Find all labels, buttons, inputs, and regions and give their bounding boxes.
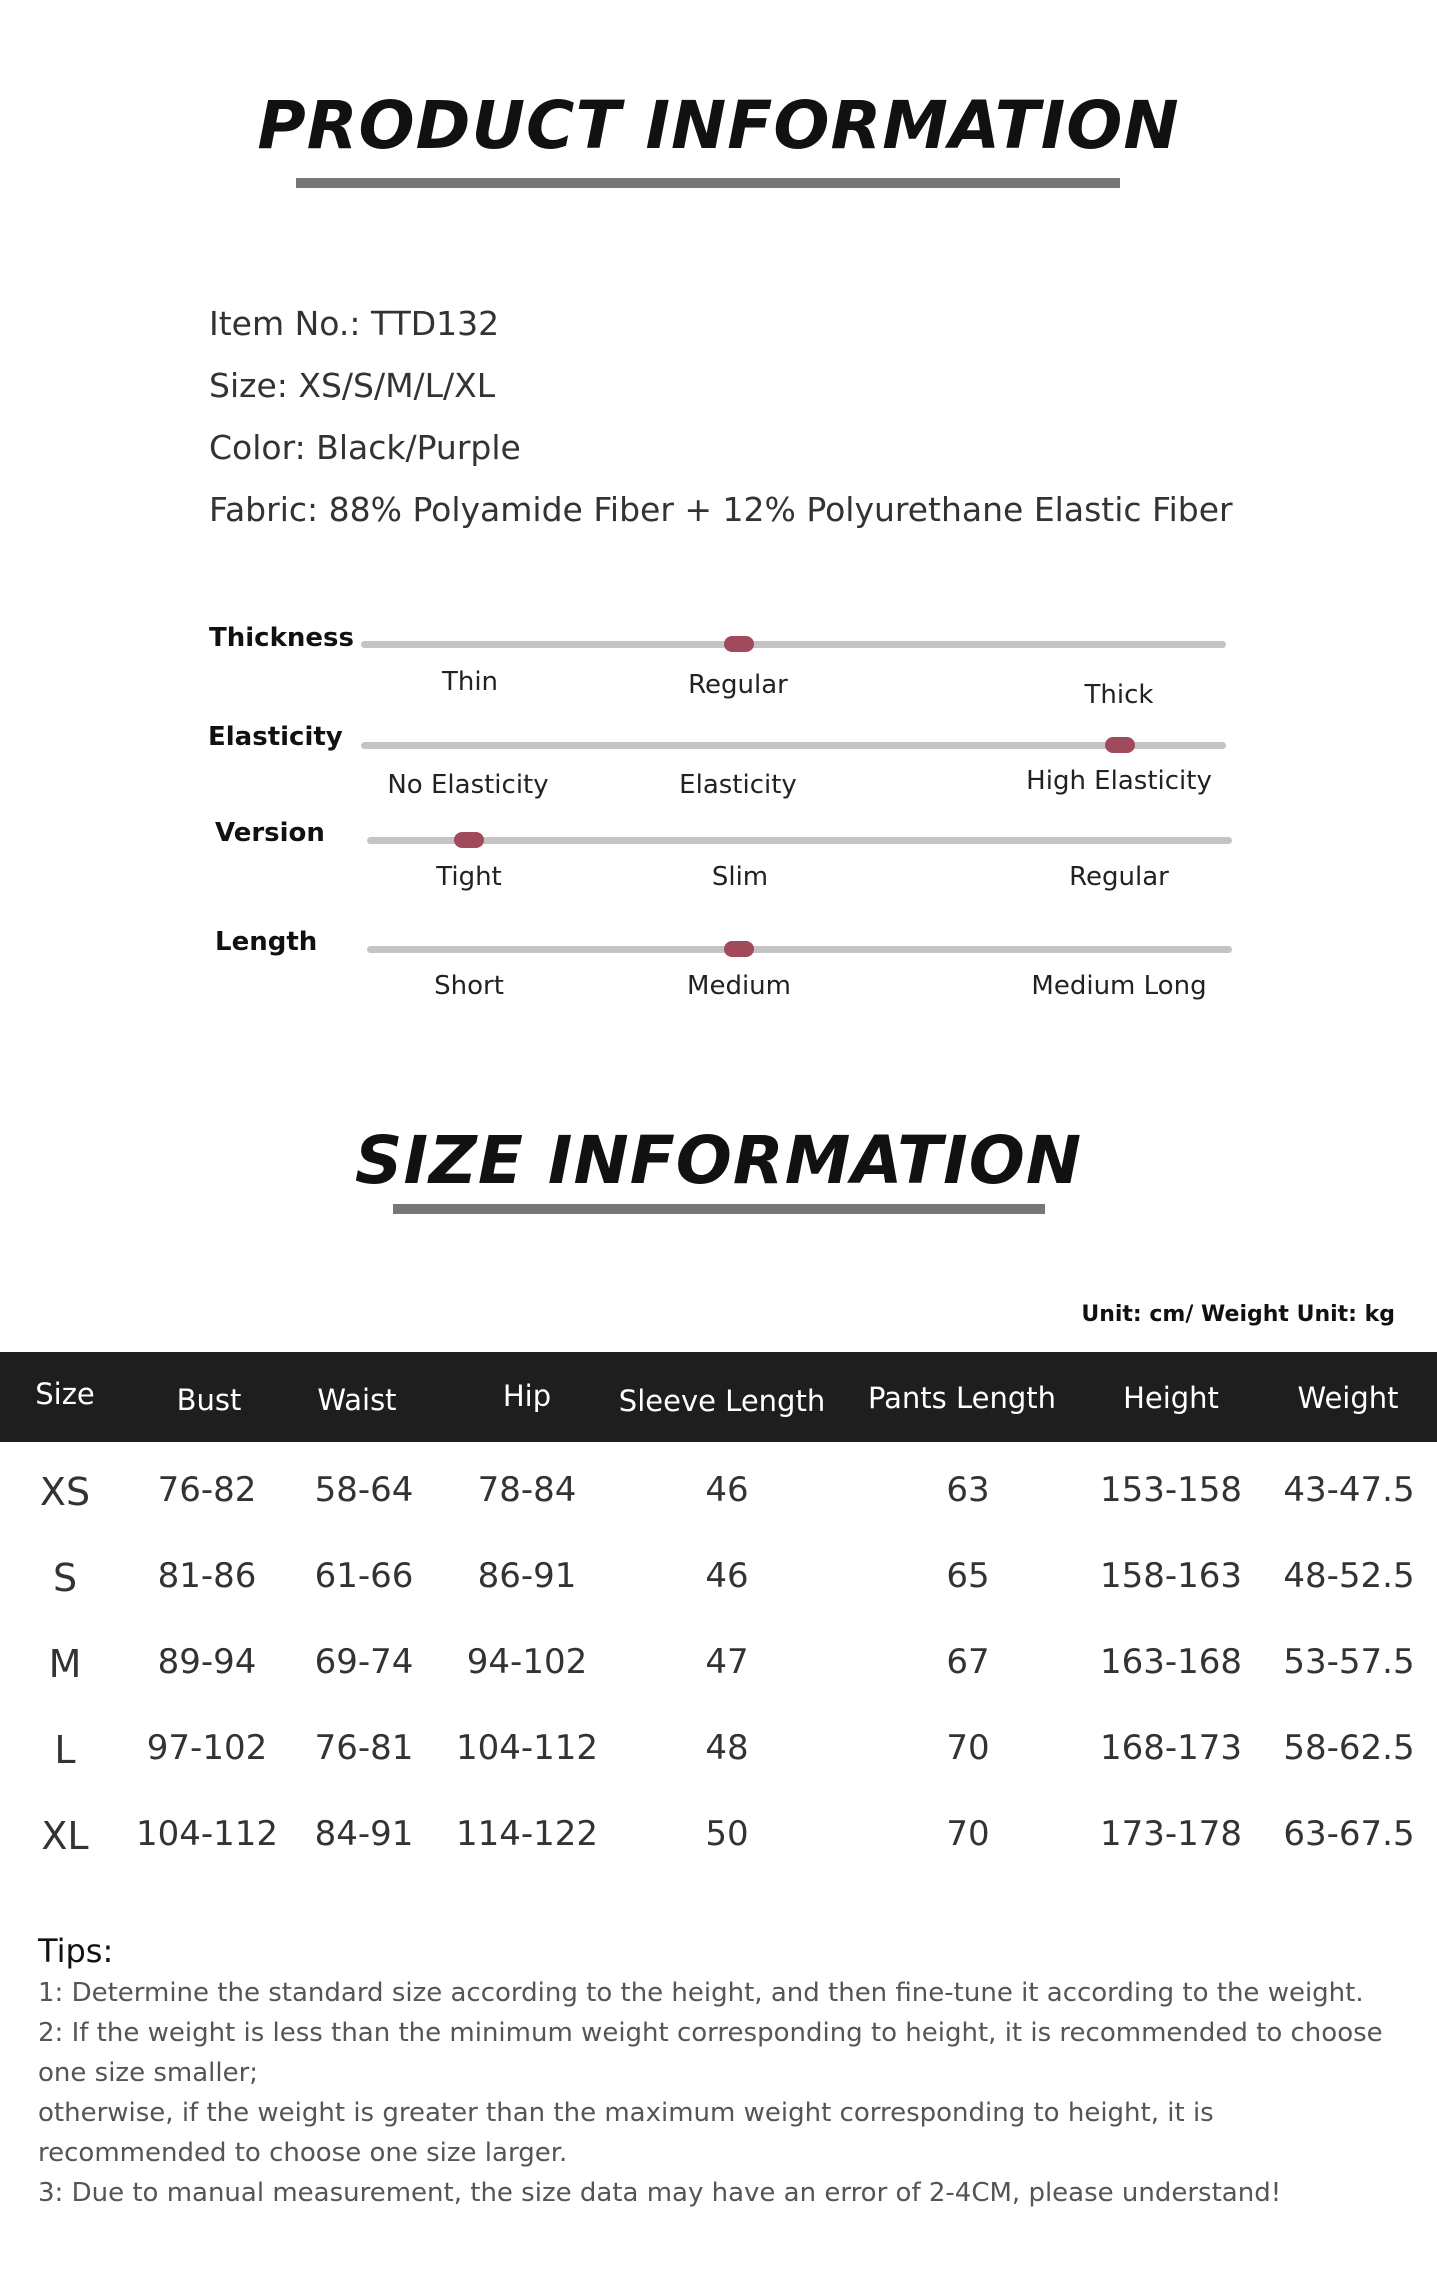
thickness-track (361, 641, 1226, 648)
cell-hip: 78-84 (477, 1470, 577, 1510)
tip-line-6: 3: Due to manual measurement, the size data may have an error of 2-4CM, please understand! (38, 2178, 1282, 2208)
cell-waist: 58-64 (314, 1470, 414, 1510)
fabric-composition: Fabric: 88% Polyamide Fiber + 12% Polyurethane Elastic Fiber (209, 490, 1233, 529)
column-header-sleeve-length: Sleeve Length (618, 1384, 826, 1418)
elasticity-track (361, 742, 1226, 749)
cell-waist: 69-74 (314, 1642, 414, 1682)
cell-bust: 81-86 (157, 1556, 257, 1596)
version-option-regular: Regular (1069, 862, 1169, 892)
elasticity-option-elasticity: Elasticity (679, 770, 797, 800)
size-list: Size: XS/S/M/L/XL (209, 366, 496, 405)
cell-sleeve-length: 47 (705, 1642, 749, 1682)
cell-hip: 94-102 (466, 1642, 588, 1682)
elasticity-option-none: No Elasticity (387, 770, 549, 800)
cell-bust: 104-112 (135, 1814, 279, 1854)
column-header-hip: Hip (502, 1379, 552, 1413)
length-option-medium-long: Medium Long (1031, 971, 1207, 1001)
item-number: Item No.: TTD132 (209, 304, 500, 343)
cell-pants-length: 65 (946, 1556, 990, 1596)
column-header-weight: Weight (1297, 1381, 1399, 1415)
cell-height: 173-178 (1099, 1814, 1243, 1854)
thickness-option-thick: Thick (1084, 680, 1154, 710)
product-info-underline (296, 178, 1120, 188)
unit-note: Unit: cm/ Weight Unit: kg (1081, 1302, 1395, 1327)
version-option-tight: Tight (436, 862, 502, 892)
cell-weight: 48-52.5 (1283, 1556, 1415, 1596)
cell-size: XL (41, 1814, 89, 1858)
color-list: Color: Black/Purple (209, 428, 521, 467)
thickness-option-thin: Thin (441, 667, 499, 697)
version-track (367, 837, 1232, 844)
tip-line-1: 1: Determine the standard size according to the height, and then fine-tune it according to the weight. (38, 1978, 1364, 2008)
size-info-heading: SIZE INFORMATION (354, 1122, 1083, 1199)
cell-waist: 61-66 (314, 1556, 414, 1596)
cell-sleeve-length: 46 (705, 1470, 749, 1510)
column-header-size: Size (35, 1377, 95, 1411)
cell-pants-length: 70 (946, 1814, 990, 1854)
length-option-medium: Medium (687, 971, 791, 1001)
version-label: Version (215, 818, 325, 848)
version-indicator (454, 832, 484, 848)
cell-weight: 53-57.5 (1283, 1642, 1415, 1682)
elasticity-indicator (1105, 737, 1135, 753)
cell-waist: 84-91 (314, 1814, 414, 1854)
column-header-waist: Waist (317, 1383, 397, 1417)
tip-line-3: one size smaller; (38, 2058, 259, 2088)
cell-height: 168-173 (1099, 1728, 1243, 1768)
column-header-height: Height (1123, 1381, 1219, 1415)
tip-line-2: 2: If the weight is less than the minimum weight corresponding to height, it is recommended to choose (38, 2018, 1383, 2048)
cell-pants-length: 63 (946, 1470, 990, 1510)
tip-line-4: otherwise, if the weight is greater than the maximum weight corresponding to height, it is (38, 2098, 1214, 2128)
length-label: Length (215, 927, 318, 957)
thickness-indicator (724, 636, 754, 652)
cell-hip: 86-91 (477, 1556, 577, 1596)
tips-title: Tips: (38, 1932, 114, 1970)
column-header-pants-length: Pants Length (867, 1381, 1057, 1415)
cell-sleeve-length: 46 (705, 1556, 749, 1596)
cell-sleeve-length: 48 (705, 1728, 749, 1768)
cell-height: 163-168 (1099, 1642, 1243, 1682)
elasticity-option-high: High Elasticity (1026, 766, 1212, 796)
cell-height: 158-163 (1099, 1556, 1243, 1596)
cell-pants-length: 67 (946, 1642, 990, 1682)
cell-weight: 43-47.5 (1283, 1470, 1415, 1510)
cell-size: S (52, 1556, 78, 1600)
cell-hip: 114-122 (455, 1814, 599, 1854)
cell-pants-length: 70 (946, 1728, 990, 1768)
cell-weight: 63-67.5 (1283, 1814, 1415, 1854)
cell-bust: 97-102 (146, 1728, 268, 1768)
product-info-heading: PRODUCT INFORMATION (257, 87, 1180, 164)
version-option-slim: Slim (711, 862, 769, 892)
length-indicator (724, 941, 754, 957)
column-header-bust: Bust (176, 1383, 242, 1417)
thickness-option-regular: Regular (688, 670, 788, 700)
length-option-short: Short (434, 971, 504, 1001)
cell-bust: 76-82 (157, 1470, 257, 1510)
cell-size: L (54, 1728, 76, 1772)
tip-line-5: recommended to choose one size larger. (38, 2138, 568, 2168)
cell-waist: 76-81 (314, 1728, 414, 1768)
cell-bust: 89-94 (157, 1642, 257, 1682)
size-info-underline (393, 1204, 1045, 1214)
cell-weight: 58-62.5 (1283, 1728, 1415, 1768)
cell-sleeve-length: 50 (705, 1814, 749, 1854)
cell-height: 153-158 (1099, 1470, 1243, 1510)
cell-hip: 104-112 (455, 1728, 599, 1768)
length-track (367, 946, 1232, 953)
cell-size: XS (39, 1470, 91, 1514)
thickness-label: Thickness (209, 623, 354, 653)
elasticity-label: Elasticity (208, 722, 343, 752)
size-table-header (0, 1352, 1437, 1442)
cell-size: M (48, 1642, 82, 1686)
